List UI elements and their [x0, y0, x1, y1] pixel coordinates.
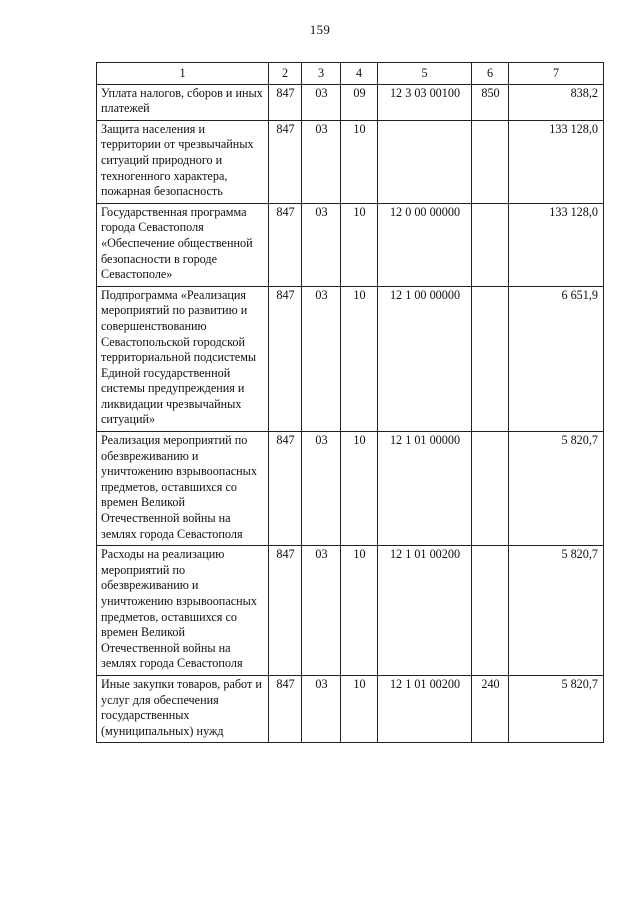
row-vr [472, 203, 509, 286]
row-razdel: 03 [302, 432, 341, 546]
row-ved: 847 [269, 432, 302, 546]
table-row [97, 120, 604, 203]
row-name: Защита населения и территории от чрезвычайных ситуаций природного и техногенного характера, пожарная безопасность [97, 120, 269, 203]
col-header-3: 3 [302, 63, 341, 85]
row-ved: 847 [269, 84, 302, 120]
row-ved: 847 [269, 546, 302, 676]
row-podrazdel: 10 [341, 286, 378, 431]
row-csr: 12 1 01 00200 [378, 546, 472, 676]
col-header-6: 6 [472, 63, 509, 85]
row-name: Уплата налогов, сборов и иных платежей [97, 84, 269, 120]
row-csr: 12 0 00 00000 [378, 203, 472, 286]
row-name: Реализация мероприятий по обезвреживанию и уничтожению взрывоопасных предметов, оставшихся со времен Великой Отечественной войны на землях города Севастополя [97, 432, 269, 546]
header-row [97, 63, 604, 85]
table-row [97, 203, 604, 286]
row-podrazdel: 10 [341, 203, 378, 286]
page-number: 159 [309, 22, 331, 37]
row-razdel: 03 [302, 546, 341, 676]
row-amount: 133 128,0 [509, 120, 604, 203]
row-vr [472, 120, 509, 203]
row-podrazdel: 10 [341, 546, 378, 676]
table-row [97, 432, 604, 546]
row-podrazdel: 10 [341, 432, 378, 546]
table-row [97, 84, 604, 120]
row-vr [472, 286, 509, 431]
row-podrazdel: 09 [341, 84, 378, 120]
row-ved: 847 [269, 203, 302, 286]
row-name: Иные закупки товаров, работ и услуг для обеспечения государственных (муниципальных) нужд [97, 675, 269, 742]
row-csr: 12 1 01 00200 [378, 675, 472, 742]
col-header-4: 4 [341, 63, 378, 85]
row-amount: 5 820,7 [509, 432, 604, 546]
row-razdel: 03 [302, 84, 341, 120]
row-ved: 847 [269, 120, 302, 203]
budget-table [96, 62, 604, 743]
row-vr: 850 [472, 84, 509, 120]
row-razdel: 03 [302, 286, 341, 431]
row-ved: 847 [269, 675, 302, 742]
row-csr: 12 1 01 00000 [378, 432, 472, 546]
col-header-7: 7 [509, 63, 604, 85]
col-header-5: 5 [378, 63, 472, 85]
col-header-1: 1 [97, 63, 269, 85]
row-name: Подпрограмма «Реализация мероприятий по развитию и совершенствованию Севастопольской городской территориальной подсистемы Единой государственной системы предупреждения и ликвидации чрезвычайных ситуаций» [97, 286, 269, 431]
row-name: Государственная программа города Севастополя «Обеспечение общественной безопасности в городе Севастополе» [97, 203, 269, 286]
row-podrazdel: 10 [341, 675, 378, 742]
table-row [97, 546, 604, 676]
row-csr: 12 1 00 00000 [378, 286, 472, 431]
table-row [97, 286, 604, 431]
row-name: Расходы на реализацию мероприятий по обезвреживанию и уничтожению взрывоопасных предметов, оставшихся со времен Великой Отечественной войны на землях города Севастополя [97, 546, 269, 676]
col-header-2: 2 [269, 63, 302, 85]
row-ved: 847 [269, 286, 302, 431]
row-vr [472, 432, 509, 546]
row-vr [472, 546, 509, 676]
table-row [97, 675, 604, 742]
row-amount: 133 128,0 [509, 203, 604, 286]
row-razdel: 03 [302, 120, 341, 203]
row-razdel: 03 [302, 203, 341, 286]
row-podrazdel: 10 [341, 120, 378, 203]
row-vr: 240 [472, 675, 509, 742]
row-csr [378, 120, 472, 203]
row-amount: 6 651,9 [509, 286, 604, 431]
row-amount: 838,2 [509, 84, 604, 120]
row-razdel: 03 [302, 675, 341, 742]
row-amount: 5 820,7 [509, 675, 604, 742]
row-csr: 12 3 03 00100 [378, 84, 472, 120]
row-amount: 5 820,7 [509, 546, 604, 676]
